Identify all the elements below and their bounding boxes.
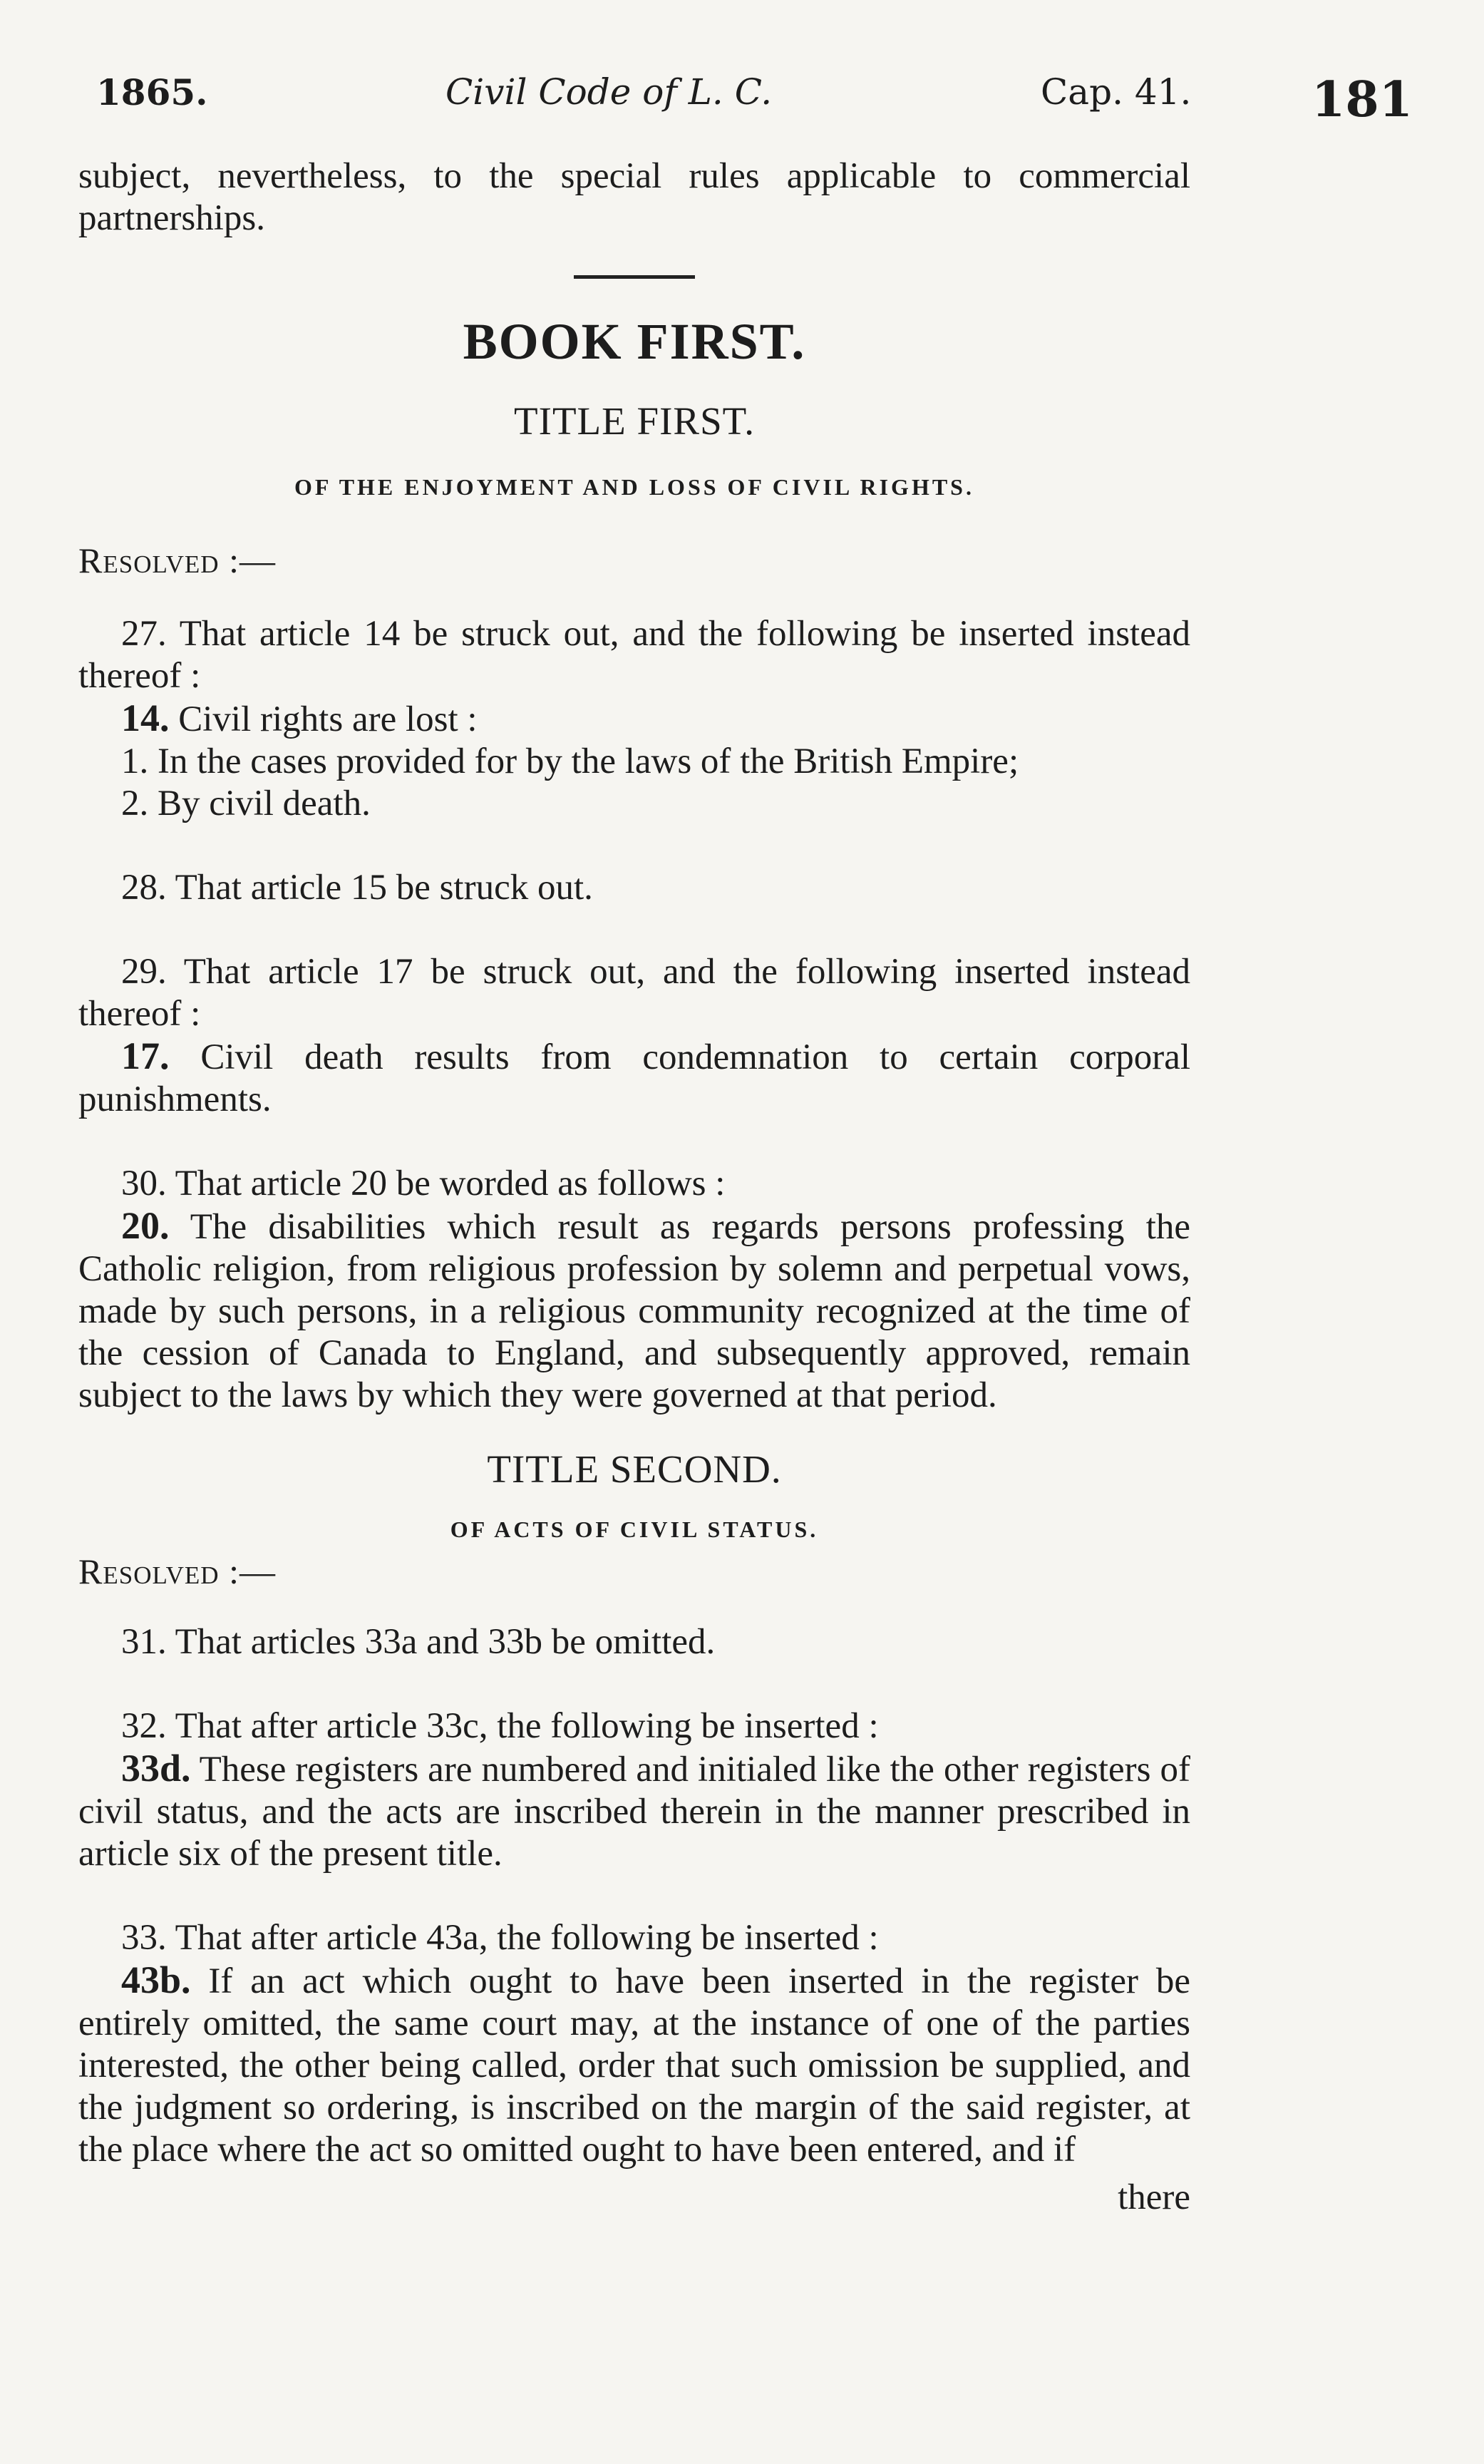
header-title: Civil Code of L. C.: [445, 71, 773, 113]
article-number: 43b.: [121, 1959, 191, 2001]
header-chapter: Cap. 41.: [1041, 71, 1192, 113]
article-33d: [78, 1747, 1190, 1875]
intro-paragraph: subject, nevertheless, to the special rules applicable to commercial partnerships.: [78, 156, 1190, 238]
article-number: 14.: [121, 697, 170, 739]
article-17: [78, 1035, 1190, 1121]
article-text: Civil death results from condemnation to certain corporal punishments.: [78, 1037, 1190, 1119]
resolved-label: Resolved :—: [78, 1551, 276, 1591]
paragraph-28: 28. That article 15 be struck out.: [121, 868, 593, 908]
resolved-label: Resolved :—: [78, 540, 276, 580]
page-body: [78, 155, 1190, 2219]
article-14-item-2: 2. By civil death.: [121, 784, 371, 823]
book-title: BOOK FIRST.: [463, 313, 806, 370]
article-number: 33d.: [121, 1747, 191, 1790]
article-14-item-1: 1. In the cases provided for by the laws of the British Empire;: [121, 741, 1019, 781]
article-14: [121, 697, 1190, 741]
article-number: 17.: [121, 1035, 170, 1077]
catchword: there: [1118, 2177, 1190, 2217]
title-first-heading: TITLE FIRST.: [514, 399, 755, 443]
paragraph-31: 31. That articles 33a and 33b be omitted.: [121, 1622, 716, 1662]
paragraph-29: 29. That article 17 be struck out, and the following inserted instead thereof :: [78, 952, 1190, 1034]
paragraph-33: 33. That after article 43a, the following be inserted :: [121, 1918, 879, 1958]
section-divider: [574, 275, 695, 279]
title-second-subheading: OF ACTS OF CIVIL STATUS.: [450, 1516, 819, 1542]
article-43b: [78, 1959, 1190, 2171]
paragraph-30: 30. That article 20 be worded as follows :: [121, 1164, 726, 1203]
header-year: 1865.: [96, 71, 208, 113]
title-first-subheading: OF THE ENJOYMENT AND LOSS OF CIVIL RIGHTS.: [294, 474, 974, 500]
page-number: 181: [1312, 71, 1413, 128]
paragraph-27: 27. That article 14 be struck out, and the following be inserted instead thereof :: [78, 614, 1190, 696]
title-second-heading: TITLE SECOND.: [487, 1447, 782, 1491]
article-text: The disabilities which result as regards persons professing the Catholic religion, from religious profession by solemn and perpetual vows, made by such persons, in a religious community recognized at the time of the cession of Canada to England, and subsequently approved, remain subject to the laws by which they were governed at that period.: [78, 1207, 1190, 1415]
article-number: 20.: [121, 1204, 170, 1247]
article-text: If an act which ought to have been inserted in the register be entirely omitted, the same court may, at the instance of one of the parties interested, the other being called, order that such omission be supplied, and the judgment so ordering, is inscribed on the margin of the said register, at the place where the act so omitted ought to have been entered, and if: [78, 1961, 1190, 2170]
running-header: [96, 71, 1413, 128]
article-text: Civil rights are lost :: [169, 699, 478, 739]
article-text: These registers are numbered and initialed like the other registers of civil status, and the acts are inscribed therein in the manner prescribed in article six of the present title.: [78, 1750, 1190, 1874]
paragraph-32: 32. That after article 33c, the following be inserted :: [121, 1706, 879, 1746]
article-20: [78, 1205, 1190, 1417]
